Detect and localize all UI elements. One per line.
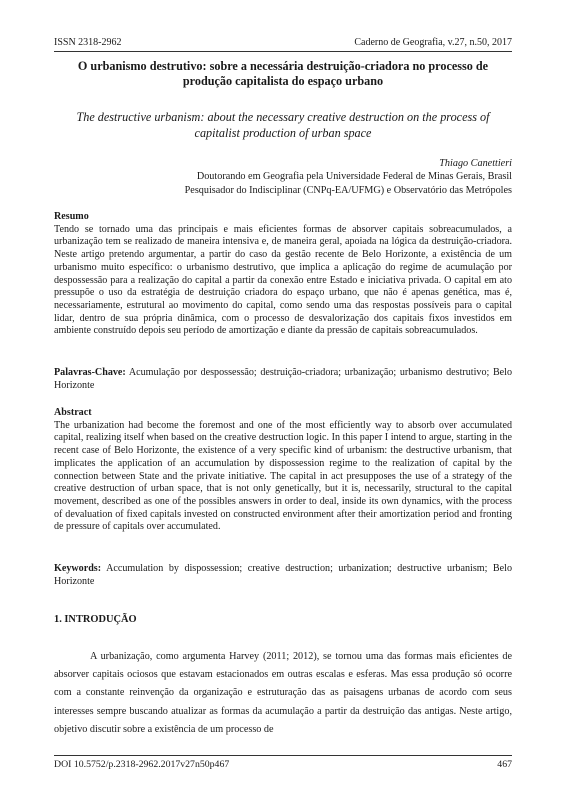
resumo-heading: Resumo [54,211,89,222]
author-affiliation-2: Pesquisador do Indisciplinar (CNPq-EA/UFMG) e Observatório das Metrópoles [184,184,512,196]
resumo-text: Tendo se tornado uma das principais e mais eficientes formas de absorver capitais sobreacumulados, a urbanização tem se realizado de maneira intensiva e, de maneira geral, apoiada na lógica da destruição-criadora. Neste artigo pretendo argumentar, a partir do caso da gestão recente de Belo Horizonte, a existência de um urbanismo muito específico: o urbanismo destrutivo, que implica a aplicação do regime de acumulação por despossessão para a realização do capital a partir da conexão entre Estado e iniciativa privada. O capital em ato pressupõe o uso da estratégia de destruição criadora do espaço urbano, que não é apenas genética, mas é, necessariamente, estrutural ao movimento do capital, como sendo uma das respostas possíveis para o capital lidar, dentro de sua própria dinâmica, com o processo de desvalorização dos capitais fixos investidos em ambiente construído depois seu período de amortização e diante da pressão de capitais sobreacumulados. [54,223,512,337]
page-number: 467 [497,759,512,770]
abstract-text: The urbanization had become the foremost and one of the most efficiently way to absorb over accumulated capital, realizing itself when based on the creative destruction logic. In this paper I intend to argue, starting in the recent case of Belo Horizonte, the existence of a very specific kind of urbanism: the destructive urbanism, that implicates the application of an accumulation by dispossession regime to the realization of capital by the connection between State and the private initiative. The capital in act presupposes the use of a strategy of the creative destruction of urban space, that is not only genetically, but it is, necessarily, structural to the capital movement, described as one of the possibles answers in order to deal, inside its own dynamics, with the process of devaluation of fixed capitals invested on constructed environment after their amortization period and fronting de pressure of capitals over accumulated. [54,419,512,533]
resumo-section [54,211,512,338]
page-footer [54,755,512,771]
keywords-section [54,563,512,588]
intro-paragraph: A urbanização, como argumenta Harvey (2011; 2012), se tornou uma das formas mais eficientes de absorver capitais ociosos que estavam estacionados em outras escalas e esferas. Mas essa produção só ocorre com a constante reinvenção da organização e estruturação das as paisagens urbanas de acordo com seus interesses sempre buscando atualizar as formas da acumulação a partir da destruição das antigas. Neste artigo, objetivo discutir sobre a existência de um processo de [54,651,512,735]
author-block [54,157,512,197]
abstract-heading: Abstract [54,407,92,418]
doi: DOI 10.5752/p.2318-2962.2017v27n50p467 [54,759,230,770]
section-heading-introducao: 1. INTRODUÇÃO [54,614,137,625]
title-portuguese: O urbanismo destrutivo: sobre a necessária destruição-criadora no processo de produção capitalista do espaço urbano [77,59,489,88]
author-name: Thiago Canettieri [439,158,512,169]
issn: ISSN 2318-2962 [54,37,122,48]
running-header [54,37,512,52]
title-english: The destructive urbanism: about the necessary creative destruction on the process of capitalist production of urban space [76,110,490,140]
palavras-chave-label: Palavras-Chave: [54,367,126,378]
journal-citation: Caderno de Geografia, v.27, n.50, 2017 [354,37,512,48]
keywords-label: Keywords: [54,563,102,574]
abstract-section [54,407,512,534]
palavras-chave-section [54,367,512,392]
keywords-text: Accumulation by dispossession; creative destruction; urbanization; destructive urbanism; Belo Horizonte [54,563,512,587]
author-affiliation-1: Doutorando em Geografia pela Universidade Federal de Minas Gerais, Brasil [196,171,512,183]
palavras-chave-text: Acumulação por despossessão; destruição-criadora; urbanização; urbanismo destrutivo; Belo Horizonte [54,367,513,391]
